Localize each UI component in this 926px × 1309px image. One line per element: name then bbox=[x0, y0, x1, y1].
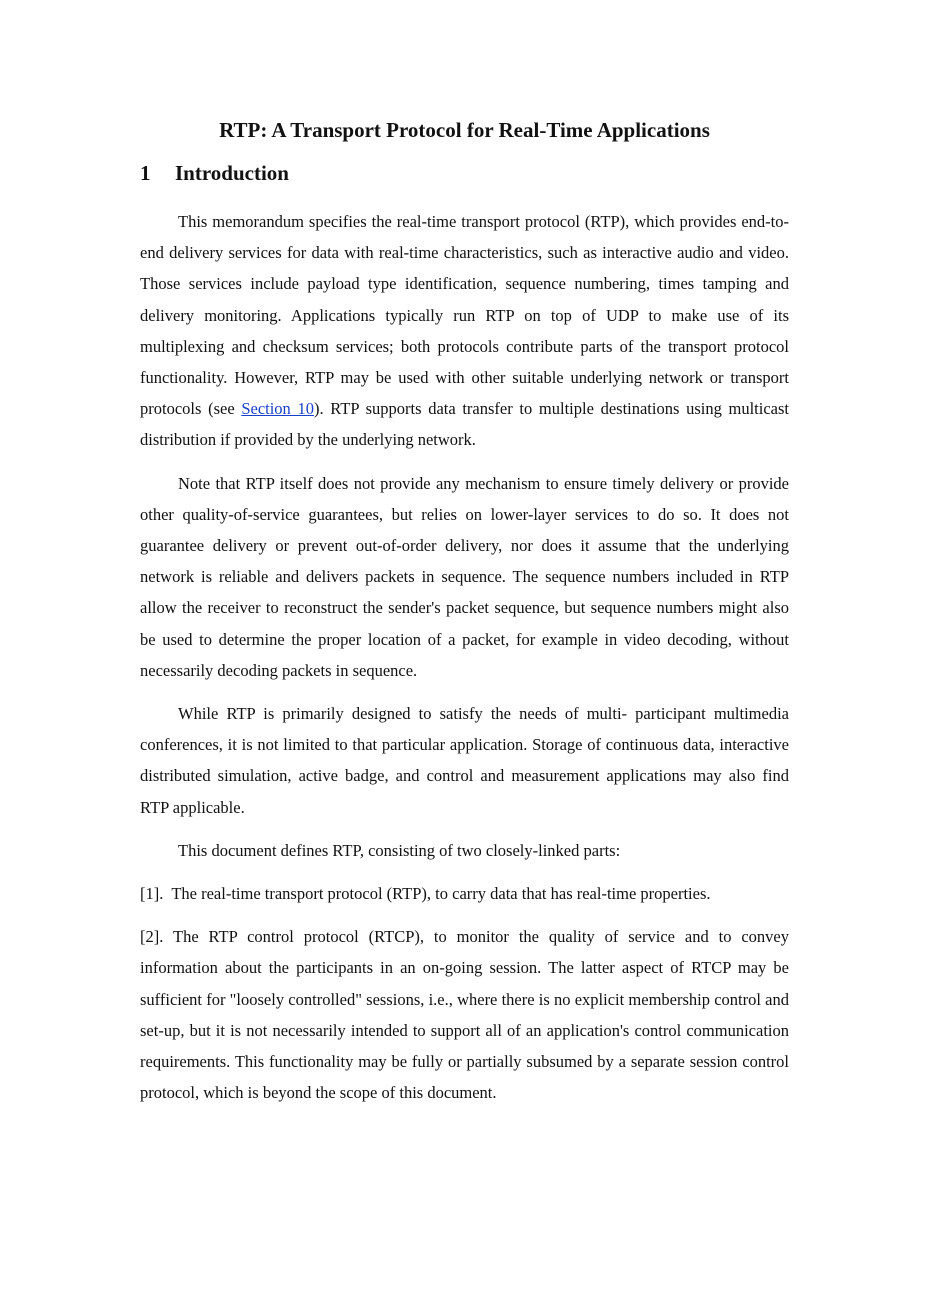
list-marker: [1]. bbox=[140, 884, 164, 904]
document-title: RTP: A Transport Protocol for Real-Time Applications bbox=[219, 118, 710, 142]
list-item-text: The RTP control protocol (RTCP), to monitor the quality of service and to convey information about the participants in an on-going session. The latter aspect of RTCP may be sufficient for "loosely controlled" sessions, i.e., where there is no explicit membership control and set-up, but it is not necessarily intended to support all of an application's control communication requirements. This functionality may be fully or partially subsumed by a separate session control protocol, which is beyond the scope of this document. bbox=[140, 927, 789, 1103]
section-title: Introduction bbox=[175, 161, 289, 185]
list-marker: [2]. bbox=[140, 927, 164, 947]
list-item-text: The real-time transport protocol (RTP), to carry data that has real-time properties. bbox=[171, 884, 711, 904]
paragraph-1-text-after-link: ). RTP supports data transfer to multiple destinations using multicast distribution if provided by the underlying network. bbox=[140, 399, 789, 450]
list-item-rtcp bbox=[140, 921, 789, 1108]
list-item-rtp bbox=[140, 878, 789, 909]
intro-paragraph-3: While RTP is primarily designed to satisfy the needs of multi- participant multimedia conferences, it is not limited to that particular application. Storage of continuous data, interactive distributed simulation, active badge, and control and measurement applications may also find RTP applicable. bbox=[140, 704, 789, 817]
intro-paragraph-4: This document defines RTP, consisting of two closely-linked parts: bbox=[178, 840, 621, 860]
section-10-link[interactable]: Section 10 bbox=[241, 399, 314, 419]
paragraph-1-text-before-link: This memorandum specifies the real-time transport protocol (RTP), which provides end-to-end delivery services for data with real-time characteristics, such as interactive audio and video. Those services include payload type identification, sequence numbering, times tamping and delivery monitoring. Applications typically run RTP on top of UDP to make use of its multiplexing and checksum services; both protocols contribute parts of the transport protocol functionality. However, RTP may be used with other suitable underlying network or transport protocols (see bbox=[140, 212, 789, 419]
document-page bbox=[140, 112, 789, 1108]
intro-paragraph-2: Note that RTP itself does not provide any mechanism to ensure timely delivery or provide other quality-of-service guarantees, but relies on lower-layer services to do so. It does not guarantee delivery or prevent out-of-order delivery, nor does it assume that the underlying network is reliable and delivers packets in sequence. The sequence numbers included in RTP allow the receiver to reconstruct the sender's packet sequence, but sequence numbers might also be used to determine the proper location of a packet, for example in video decoding, without necessarily decoding packets in sequence. bbox=[140, 473, 789, 680]
section-number: 1 bbox=[140, 161, 151, 185]
section-heading bbox=[140, 155, 789, 191]
intro-paragraph-1 bbox=[140, 206, 789, 456]
